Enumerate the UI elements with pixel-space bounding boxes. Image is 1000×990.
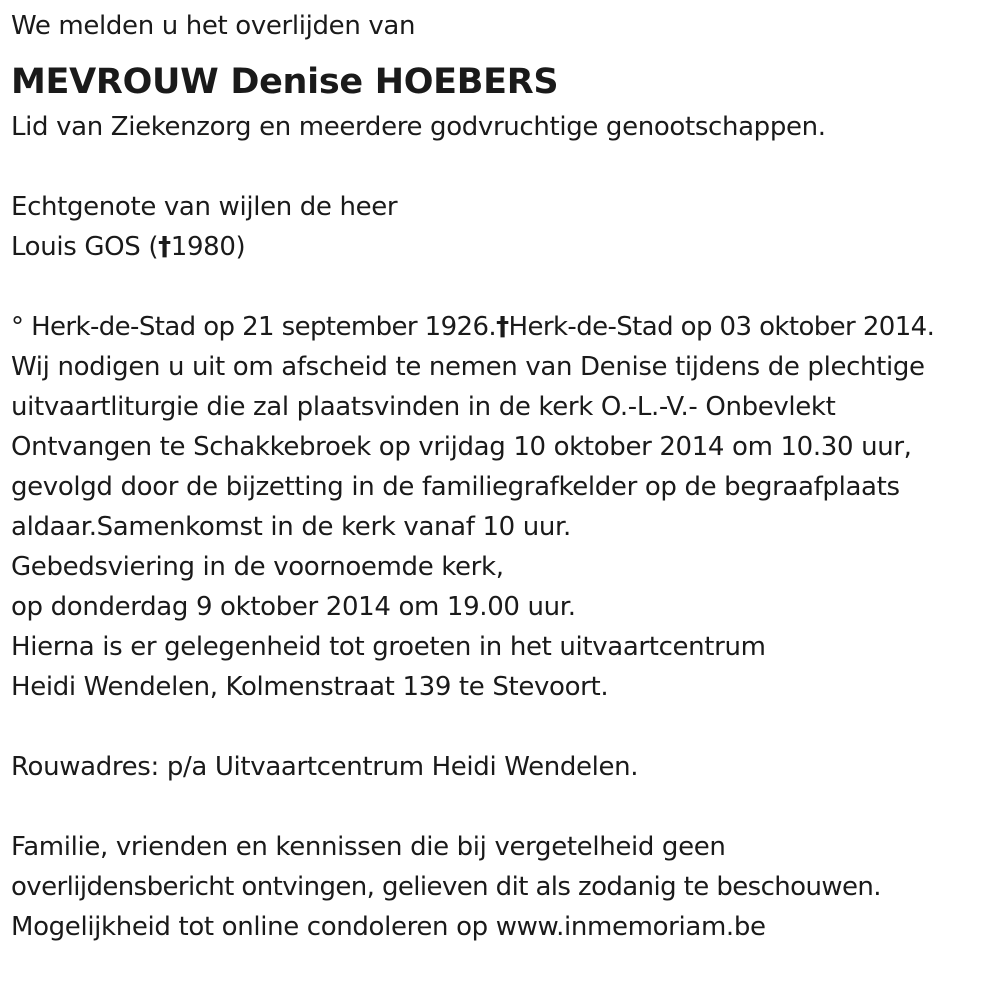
closing-line: overlijdensbericht ontvingen, gelieven dit als zodanig te beschouwen. (11, 872, 881, 902)
spouse-name-line (11, 227, 996, 267)
death-notice (11, 6, 996, 947)
spacer (11, 147, 996, 187)
funeral-line: gevolgd door de bijzetting in de familiegrafkelder op de begraafplaats (11, 472, 900, 502)
spacer (11, 267, 996, 307)
birth-death-line (11, 307, 996, 347)
funeral-line: Hierna is er gelegenheid tot groeten in het uitvaartcentrum (11, 632, 766, 662)
spouse-death-year: 1980) (170, 232, 246, 262)
birth-info: ° Herk-de-Stad op 21 september 1926. (11, 312, 497, 342)
intro-text: We melden u het overlijden van (11, 11, 416, 41)
funeral-line: op donderdag 9 oktober 2014 om 19.00 uur. (11, 592, 576, 622)
deceased-name: MEVROUW Denise HOEBERS (11, 62, 559, 102)
closing-line: Familie, vrienden en kennissen die bij vergetelheid geen (11, 832, 726, 862)
funeral-line: uitvaartliturgie die zal plaatsvinden in de kerk O.-L.-V.- Onbevlekt (11, 392, 836, 422)
spouse-intro: Echtgenote van wijlen de heer (11, 192, 398, 222)
death-info: Herk-de-Stad op 03 oktober 2014. (508, 312, 935, 342)
spacer (11, 707, 996, 747)
mourning-address: Rouwadres: p/a Uitvaartcentrum Heidi Wendelen. (11, 752, 639, 782)
cross-icon: † (496, 312, 509, 342)
funeral-line: Ontvangen te Schakkebroek op vrijdag 10 oktober 2014 om 10.30 uur, (11, 432, 912, 462)
funeral-line: aldaar.Samenkomst in de kerk vanaf 10 uur. (11, 512, 571, 542)
funeral-line: Heidi Wendelen, Kolmenstraat 139 te Stevoort. (11, 672, 609, 702)
membership-text: Lid van Ziekenzorg en meerdere godvruchtige genootschappen. (11, 112, 826, 142)
spouse-name: Louis GOS ( (11, 232, 159, 262)
cross-icon: † (158, 232, 171, 262)
closing-line: Mogelijkheid tot online condoleren op www.inmemoriam.be (11, 912, 766, 942)
spacer (11, 787, 996, 827)
funeral-line: Wij nodigen u uit om afscheid te nemen van Denise tijdens de plechtige (11, 352, 925, 382)
funeral-line: Gebedsviering in de voornoemde kerk, (11, 552, 504, 582)
